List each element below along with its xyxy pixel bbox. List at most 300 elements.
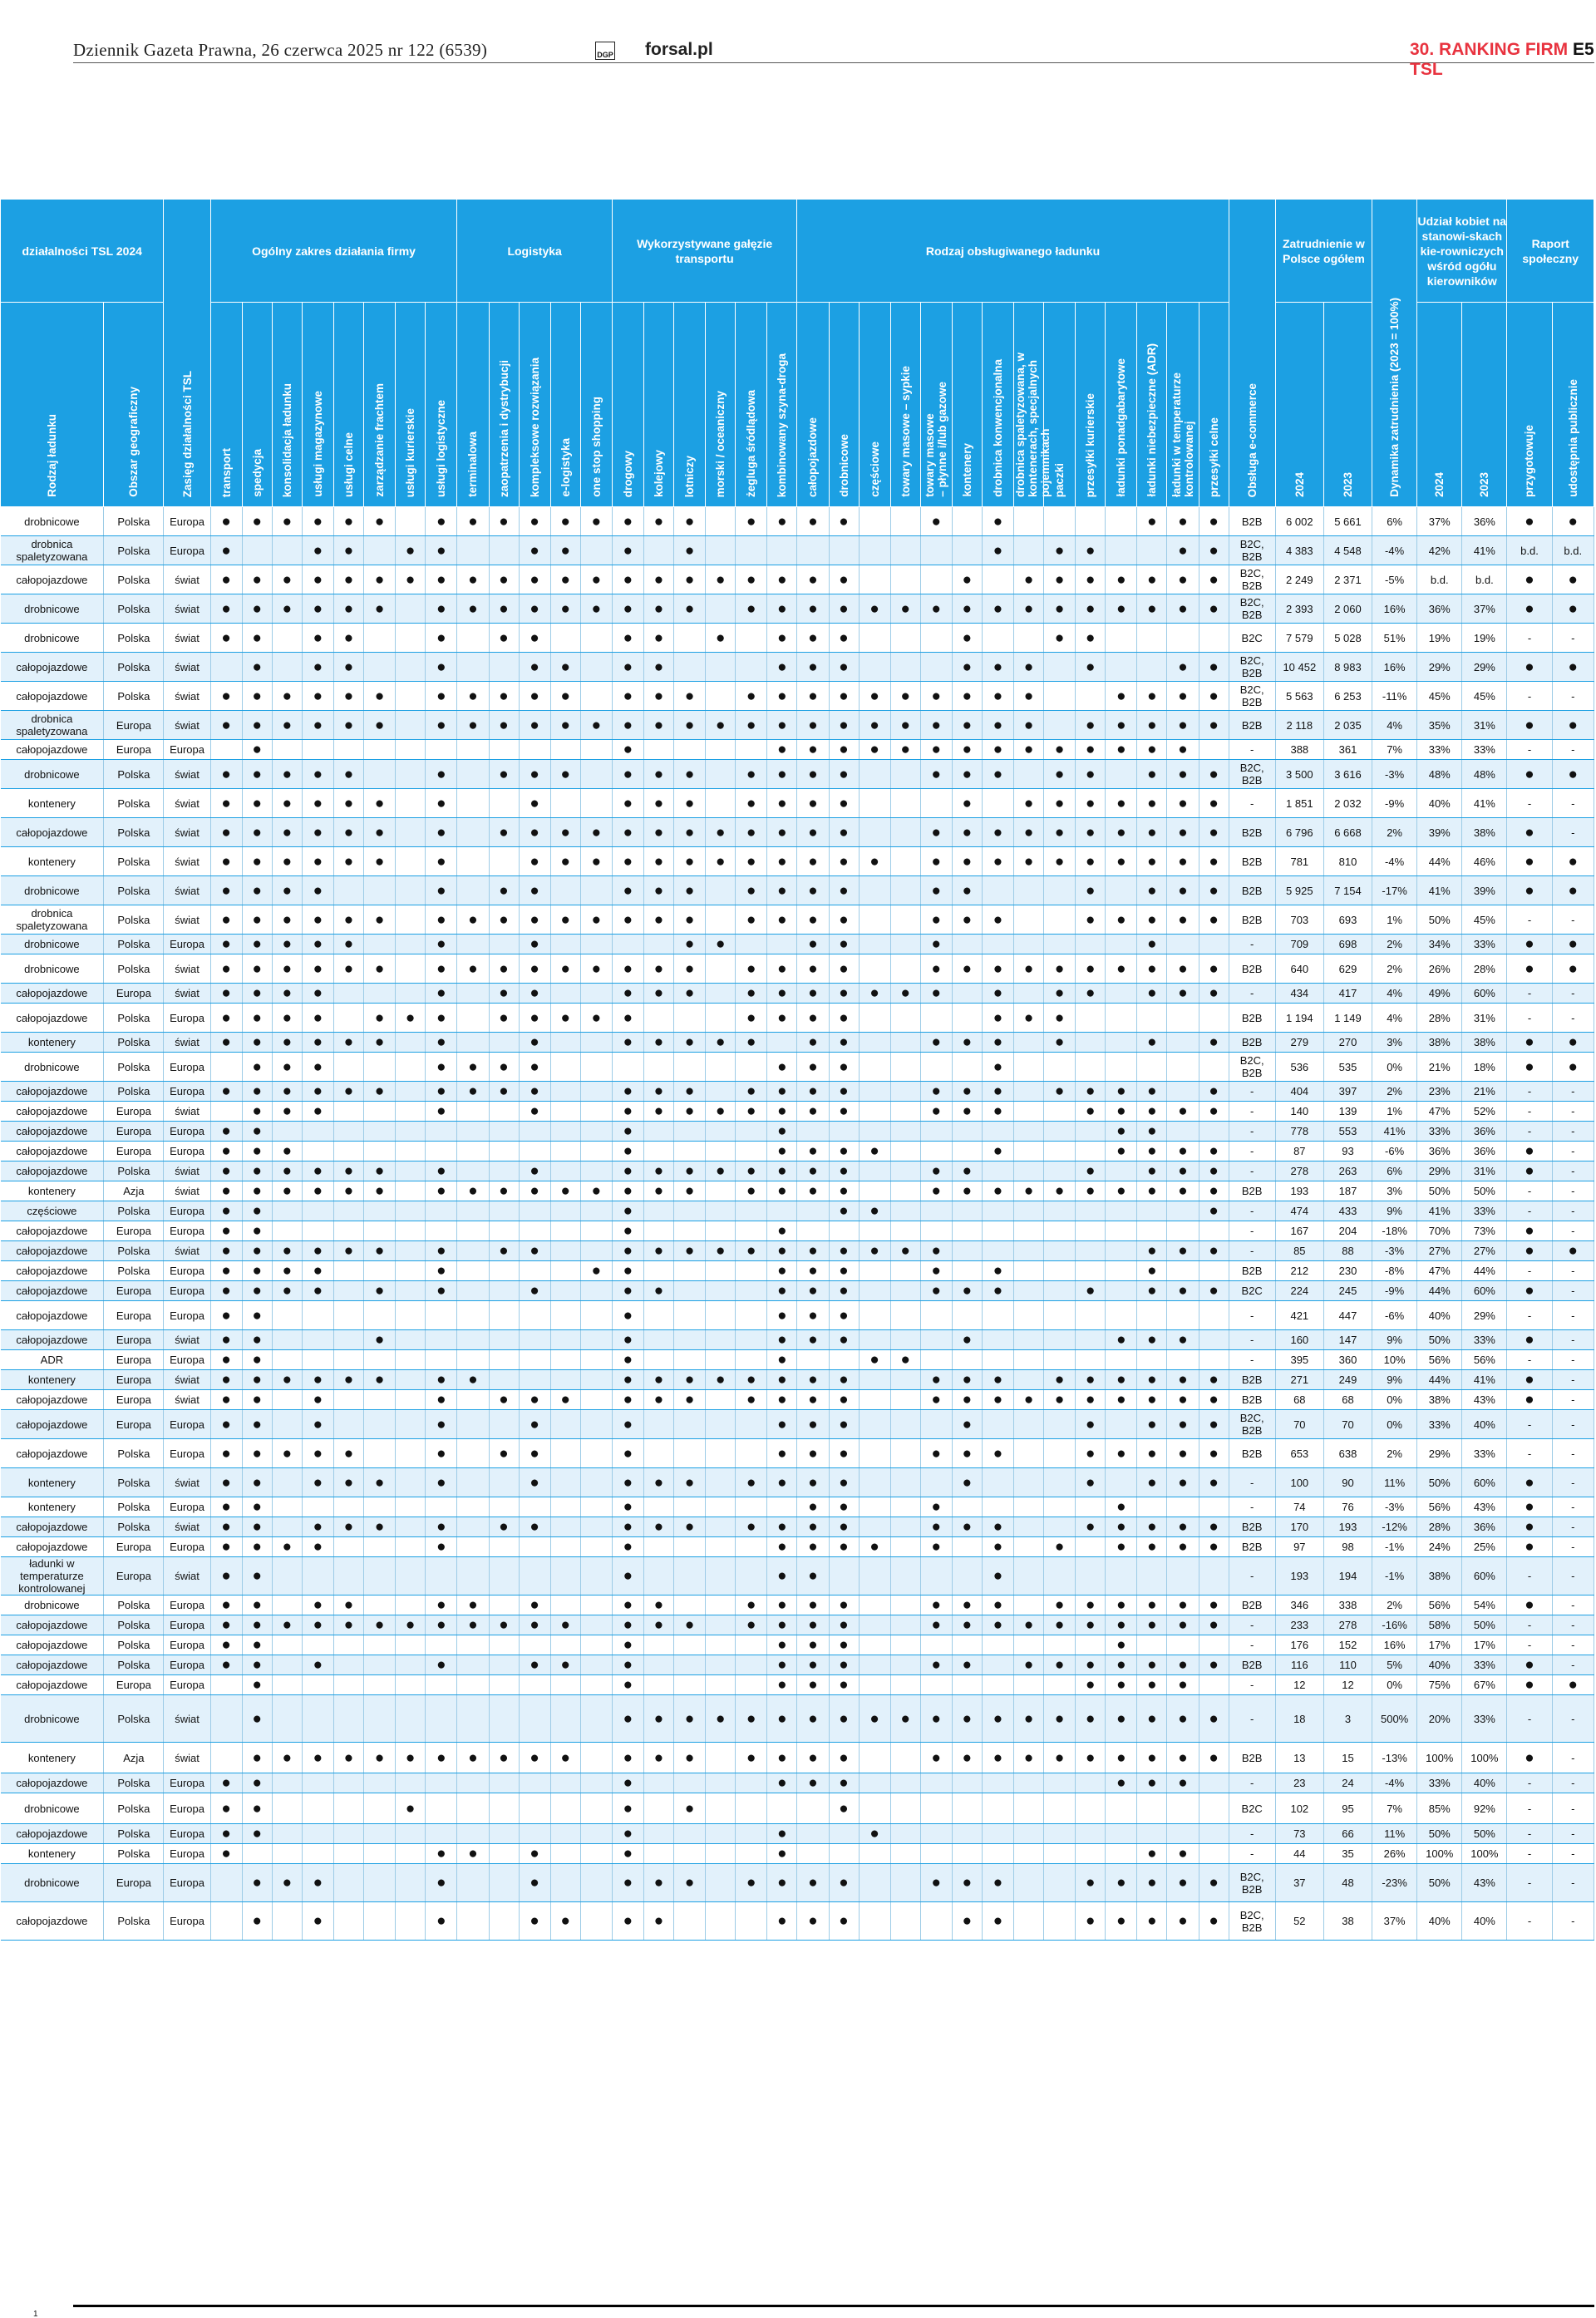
col-flag-12: one stop shopping [580,303,612,507]
cell-flag-18: ● [767,594,797,624]
cell-obszar: Polska [104,954,164,984]
cell-flag-17 [736,1439,767,1468]
cell-rodzaj: całopojazdowe [1,1615,104,1635]
cell-flag-16 [706,1201,736,1221]
cell-flag-14: ● [643,876,673,905]
cell-flag-18 [767,536,797,565]
cell-flag-6 [396,1410,426,1439]
cell-rodzaj: drobnicowe [1,760,104,789]
cell-flag-30: ● [1137,905,1167,935]
cell-kob-2023: 92% [1462,1793,1507,1824]
cell-flag-1 [242,536,272,565]
cell-flag-6 [396,818,426,847]
cell-flag-32: ● [1199,905,1229,935]
cell-flag-12: ● [580,905,612,935]
cell-flag-18: ● [767,905,797,935]
cell-flag-30: ● [1137,1370,1167,1390]
cell-kob-2024: 38% [1417,1033,1462,1053]
cell-flag-5 [364,1410,396,1439]
cell-flag-32: ● [1199,1537,1229,1557]
cell-raport-udostepnia: - [1552,1390,1594,1410]
cell-flag-24 [952,935,982,954]
cell-obszar: Europa [104,1410,164,1439]
cell-flag-32: ● [1199,711,1229,740]
cell-flag-8: ● [457,1370,489,1390]
cell-flag-14 [643,1350,673,1370]
cell-zatr-2023: 338 [1323,1595,1372,1615]
cell-flag-12: ● [580,954,612,984]
cell-flag-7: ● [426,1537,457,1557]
cell-dynamika: -17% [1372,876,1417,905]
cell-kob-2024: 27% [1417,1241,1462,1261]
cell-flag-21: ● [859,1201,890,1221]
cell-flag-20: ● [829,1635,859,1655]
cell-flag-17 [736,1330,767,1350]
table-row [1,1181,1594,1201]
cell-flag-21 [859,818,890,847]
cell-flag-17: ● [736,760,767,789]
cell-flag-0: ● [210,1004,242,1033]
cell-flag-29: ● [1106,1743,1137,1773]
cell-flag-4: ● [333,1743,363,1773]
cell-flag-15 [674,1439,706,1468]
cell-flag-11: ● [550,682,580,711]
cell-flag-6 [396,740,426,760]
cell-raport-udostepnia: - [1552,1161,1594,1181]
cell-ecommerce: B2B [1229,876,1275,905]
cell-flag-14: ● [643,1595,673,1615]
cell-flag-11: ● [550,536,580,565]
cell-flag-0: ● [210,954,242,984]
cell-flag-17 [736,1537,767,1557]
cell-flag-4: ● [333,507,363,536]
cell-flag-10 [519,1773,550,1793]
cell-ecommerce: B2B [1229,1439,1275,1468]
cell-flag-16 [706,1864,736,1902]
table-row [1,1537,1594,1557]
cell-flag-25: ● [982,1902,1013,1941]
cell-flag-32: ● [1199,760,1229,789]
cell-flag-9: ● [489,954,519,984]
cell-dynamika: 0% [1372,1390,1417,1410]
cell-flag-15 [674,1281,706,1301]
cell-flag-31: ● [1167,1468,1199,1497]
cell-flag-9: ● [489,1390,519,1410]
cell-flag-24 [952,1537,982,1557]
cell-flag-10: ● [519,1743,550,1773]
cell-flag-21 [859,1390,890,1410]
cell-flag-23 [920,1844,952,1864]
cell-flag-11: ● [550,653,580,682]
cell-flag-12 [580,1410,612,1439]
cell-flag-16 [706,1221,736,1241]
cell-flag-2: ● [272,760,302,789]
cell-flag-28: ● [1076,624,1106,653]
cell-kob-2024: 70% [1417,1221,1462,1241]
cell-flag-21 [859,1517,890,1537]
cell-flag-26 [1014,1122,1044,1142]
cell-flag-27: ● [1044,1181,1076,1201]
cell-flag-19: ● [797,1497,829,1517]
cell-flag-8 [457,1497,489,1517]
cell-flag-10: ● [519,847,550,876]
cell-flag-19: ● [797,624,829,653]
cell-flag-21 [859,1370,890,1390]
cell-flag-24: ● [952,1033,982,1053]
cell-raport-przygotowuje: ● [1507,1743,1552,1773]
cell-flag-2 [272,1350,302,1370]
cell-flag-18: ● [767,1439,797,1468]
cell-flag-4 [333,1053,363,1082]
cell-kob-2023: 29% [1462,653,1507,682]
cell-flag-7 [426,1793,457,1824]
cell-flag-9: ● [489,1615,519,1635]
cell-raport-przygotowuje: ● [1507,1221,1552,1241]
cell-flag-5 [364,1844,396,1864]
cell-flag-31 [1167,1122,1199,1142]
cell-flag-22 [890,1161,920,1181]
cell-flag-15: ● [674,536,706,565]
cell-flag-26 [1014,624,1044,653]
cell-flag-16 [706,1410,736,1439]
cell-flag-16 [706,1261,736,1281]
cell-flag-15: ● [674,789,706,818]
cell-flag-30: ● [1137,1241,1167,1261]
cell-obszar: Europa [104,1350,164,1370]
cell-flag-12 [580,1824,612,1844]
group-ladunek: Rodzaj obsługiwanego ładunku [797,200,1229,303]
cell-ecommerce: B2C, B2B [1229,682,1275,711]
cell-flag-29: ● [1106,818,1137,847]
cell-flag-31 [1167,1261,1199,1281]
cell-flag-15: ● [674,1181,706,1201]
cell-flag-12 [580,1743,612,1773]
cell-flag-8 [457,876,489,905]
cell-flag-2: ● [272,954,302,984]
cell-raport-przygotowuje: - [1507,1557,1552,1595]
cell-flag-27 [1044,1201,1076,1221]
cell-flag-10 [519,1221,550,1241]
cell-flag-7 [426,1330,457,1350]
cell-flag-28: ● [1076,984,1106,1004]
cell-flag-19: ● [797,1439,829,1468]
cell-flag-31: ● [1167,954,1199,984]
cell-flag-12 [580,760,612,789]
cell-zatr-2023: 638 [1323,1439,1372,1468]
cell-flag-19: ● [797,1033,829,1053]
cell-flag-24 [952,1301,982,1330]
cell-flag-2: ● [272,682,302,711]
cell-obszar: Azja [104,1743,164,1773]
cell-raport-udostepnia: - [1552,1261,1594,1281]
cell-flag-3: ● [302,682,333,711]
cell-flag-14 [643,1142,673,1161]
cell-flag-9 [489,1161,519,1181]
cell-flag-31 [1167,1350,1199,1370]
cell-flag-28: ● [1076,740,1106,760]
cell-flag-25 [982,1161,1013,1181]
cell-flag-5: ● [364,818,396,847]
cell-flag-31: ● [1167,1410,1199,1439]
cell-flag-30: ● [1137,1468,1167,1497]
cell-flag-18: ● [767,1161,797,1181]
cell-kob-2024: 33% [1417,740,1462,760]
cell-raport-przygotowuje: ● [1507,507,1552,536]
cell-flag-12 [580,1557,612,1595]
col-flag-22: towary masowe – sypkie [890,303,920,507]
cell-flag-28 [1076,1773,1106,1793]
cell-flag-14: ● [643,594,673,624]
cell-flag-32: ● [1199,1142,1229,1161]
cell-flag-21: ● [859,984,890,1004]
cell-flag-17 [736,1281,767,1301]
cell-flag-26: ● [1014,653,1044,682]
cell-zatr-2023: 360 [1323,1350,1372,1370]
cell-flag-31: ● [1167,876,1199,905]
cell-flag-27 [1044,1330,1076,1350]
cell-flag-4 [333,1902,363,1941]
cell-flag-0: ● [210,1122,242,1142]
cell-flag-4: ● [333,1517,363,1537]
cell-flag-21 [859,1497,890,1517]
cell-flag-5 [364,740,396,760]
cell-flag-19 [797,1221,829,1241]
cell-flag-3: ● [302,1655,333,1675]
cell-flag-10: ● [519,1082,550,1102]
cell-ecommerce: B2C, B2B [1229,594,1275,624]
cell-flag-11 [550,1241,580,1261]
cell-flag-12 [580,789,612,818]
cell-flag-24: ● [952,1743,982,1773]
cell-flag-14: ● [643,653,673,682]
cell-flag-22 [890,1902,920,1941]
cell-flag-27 [1044,1864,1076,1902]
cell-flag-18: ● [767,1004,797,1033]
cell-kob-2024: 56% [1417,1595,1462,1615]
cell-flag-25: ● [982,1261,1013,1281]
cell-flag-9: ● [489,682,519,711]
cell-flag-24: ● [952,1281,982,1301]
cell-flag-22 [890,789,920,818]
cell-flag-19: ● [797,1330,829,1350]
cell-flag-12 [580,1793,612,1824]
cell-flag-4: ● [333,1595,363,1615]
cell-flag-30 [1137,536,1167,565]
cell-flag-12 [580,984,612,1004]
cell-flag-9: ● [489,507,519,536]
cell-flag-22 [890,954,920,984]
cell-ecommerce: B2B [1229,847,1275,876]
cell-flag-21 [859,1181,890,1201]
cell-flag-0: ● [210,1370,242,1390]
cell-flag-20: ● [829,1595,859,1615]
cell-flag-1: ● [242,789,272,818]
table-row [1,818,1594,847]
cell-flag-15 [674,1655,706,1675]
cell-ecommerce: - [1229,1301,1275,1330]
cell-flag-17 [736,935,767,954]
cell-flag-15: ● [674,1615,706,1635]
col-flag-17: żegluga śródlądowa [736,303,767,507]
cell-flag-2: ● [272,905,302,935]
cell-ecommerce: - [1229,1824,1275,1844]
cell-flag-21 [859,1439,890,1468]
cell-flag-2 [272,740,302,760]
cell-flag-29: ● [1106,1439,1137,1468]
cell-flag-7: ● [426,1033,457,1053]
cell-raport-przygotowuje: - [1507,1695,1552,1743]
cell-flag-31: ● [1167,1655,1199,1675]
cell-ecommerce: - [1229,1330,1275,1350]
cell-flag-20: ● [829,1261,859,1281]
table-row [1,1615,1594,1635]
cell-kob-2023: 50% [1462,1615,1507,1635]
cell-flag-28: ● [1076,1370,1106,1390]
cell-flag-15 [674,1902,706,1941]
cell-rodzaj: drobnica spaletyzowana [1,905,104,935]
cell-rodzaj: całopojazdowe [1,1635,104,1655]
cell-flag-2 [272,1390,302,1410]
cell-flag-29: ● [1106,1675,1137,1695]
cell-ecommerce: - [1229,1557,1275,1595]
cell-zasieg: Europa [164,1773,210,1793]
cell-flag-21 [859,1102,890,1122]
cell-zasieg: świat [164,847,210,876]
cell-flag-19: ● [797,740,829,760]
cell-flag-23 [920,1221,952,1241]
cell-flag-24 [952,1824,982,1844]
cell-flag-15: ● [674,1390,706,1410]
cell-flag-7: ● [426,624,457,653]
cell-flag-13: ● [612,1350,643,1370]
cell-flag-27 [1044,1221,1076,1241]
cell-flag-6 [396,1142,426,1161]
cell-flag-2 [272,1557,302,1595]
cell-flag-24 [952,1675,982,1695]
cell-flag-4 [333,1201,363,1221]
cell-flag-7: ● [426,1082,457,1102]
cell-flag-20: ● [829,1330,859,1350]
cell-flag-28: ● [1076,594,1106,624]
cell-flag-18: ● [767,1122,797,1142]
col-flag-2: konsolidacja ładunku [272,303,302,507]
cell-kob-2024: 17% [1417,1635,1462,1655]
cell-raport-przygotowuje: ● [1507,1468,1552,1497]
cell-flag-5 [364,1142,396,1161]
table-row [1,1902,1594,1941]
cell-flag-2: ● [272,1181,302,1201]
cell-dynamika: 3% [1372,1033,1417,1053]
cell-flag-20 [829,1557,859,1595]
cell-flag-17: ● [736,876,767,905]
cell-flag-29: ● [1106,1615,1137,1635]
cell-flag-10: ● [519,1102,550,1122]
cell-raport-udostepnia: - [1552,905,1594,935]
cell-flag-14: ● [643,1615,673,1635]
cell-flag-20: ● [829,711,859,740]
cell-kob-2024: 40% [1417,789,1462,818]
cell-flag-1: ● [242,711,272,740]
cell-flag-24 [952,1261,982,1281]
table-row [1,711,1594,740]
cell-flag-22 [890,1102,920,1122]
cell-flag-27: ● [1044,760,1076,789]
cell-zatr-2023: 95 [1323,1793,1372,1824]
cell-kob-2023: 21% [1462,1082,1507,1102]
cell-flag-7 [426,1695,457,1743]
table-row [1,984,1594,1004]
cell-flag-3 [302,1557,333,1595]
cell-flag-19: ● [797,711,829,740]
cell-flag-20: ● [829,507,859,536]
cell-flag-19: ● [797,1370,829,1390]
table-row [1,1301,1594,1330]
cell-flag-9 [489,1281,519,1301]
cell-raport-udostepnia: ● [1552,565,1594,594]
cell-flag-2: ● [272,594,302,624]
cell-flag-7: ● [426,507,457,536]
table-row [1,1517,1594,1537]
cell-kob-2024: 85% [1417,1793,1462,1824]
cell-flag-29: ● [1106,1902,1137,1941]
cell-flag-13: ● [612,565,643,594]
cell-flag-5 [364,1390,396,1410]
cell-ecommerce: B2B [1229,818,1275,847]
cell-flag-10: ● [519,1410,550,1439]
cell-flag-19: ● [797,1902,829,1941]
cell-flag-10 [519,1695,550,1743]
cell-flag-25 [982,1844,1013,1864]
cell-flag-19: ● [797,1864,829,1902]
table-row [1,1773,1594,1793]
cell-flag-24: ● [952,1161,982,1181]
cell-flag-8 [457,1557,489,1595]
cell-flag-28 [1076,1033,1106,1053]
cell-flag-5 [364,1537,396,1557]
cell-flag-18: ● [767,1595,797,1615]
cell-flag-25: ● [982,682,1013,711]
cell-flag-5 [364,935,396,954]
site-link[interactable]: forsal.pl [645,40,713,59]
table-row [1,1439,1594,1468]
cell-flag-15 [674,1773,706,1793]
cell-kob-2024: 26% [1417,954,1462,984]
cell-rodzaj: całopojazdowe [1,1082,104,1102]
cell-flag-10: ● [519,653,550,682]
cell-flag-16 [706,1635,736,1655]
cell-flag-13: ● [612,1557,643,1595]
cell-raport-przygotowuje: ● [1507,818,1552,847]
cell-flag-27: ● [1044,847,1076,876]
cell-flag-1: ● [242,1122,272,1142]
cell-flag-13: ● [612,1773,643,1793]
cell-flag-6 [396,984,426,1004]
cell-flag-11 [550,789,580,818]
cell-flag-29 [1106,1201,1137,1221]
cell-flag-5 [364,1221,396,1241]
col-flag-26: drobnica spaletyzowana, w kontenerach, specjalnych pojemnikach [1014,303,1044,507]
cell-flag-2: ● [272,565,302,594]
cell-flag-24: ● [952,954,982,984]
cell-dynamika: -4% [1372,847,1417,876]
cell-zatr-2023: 8 983 [1323,653,1372,682]
cell-flag-27 [1044,1261,1076,1281]
cell-flag-24: ● [952,711,982,740]
cell-flag-12 [580,536,612,565]
cell-flag-17: ● [736,1033,767,1053]
cell-flag-19: ● [797,789,829,818]
cell-raport-przygotowuje: ● [1507,847,1552,876]
